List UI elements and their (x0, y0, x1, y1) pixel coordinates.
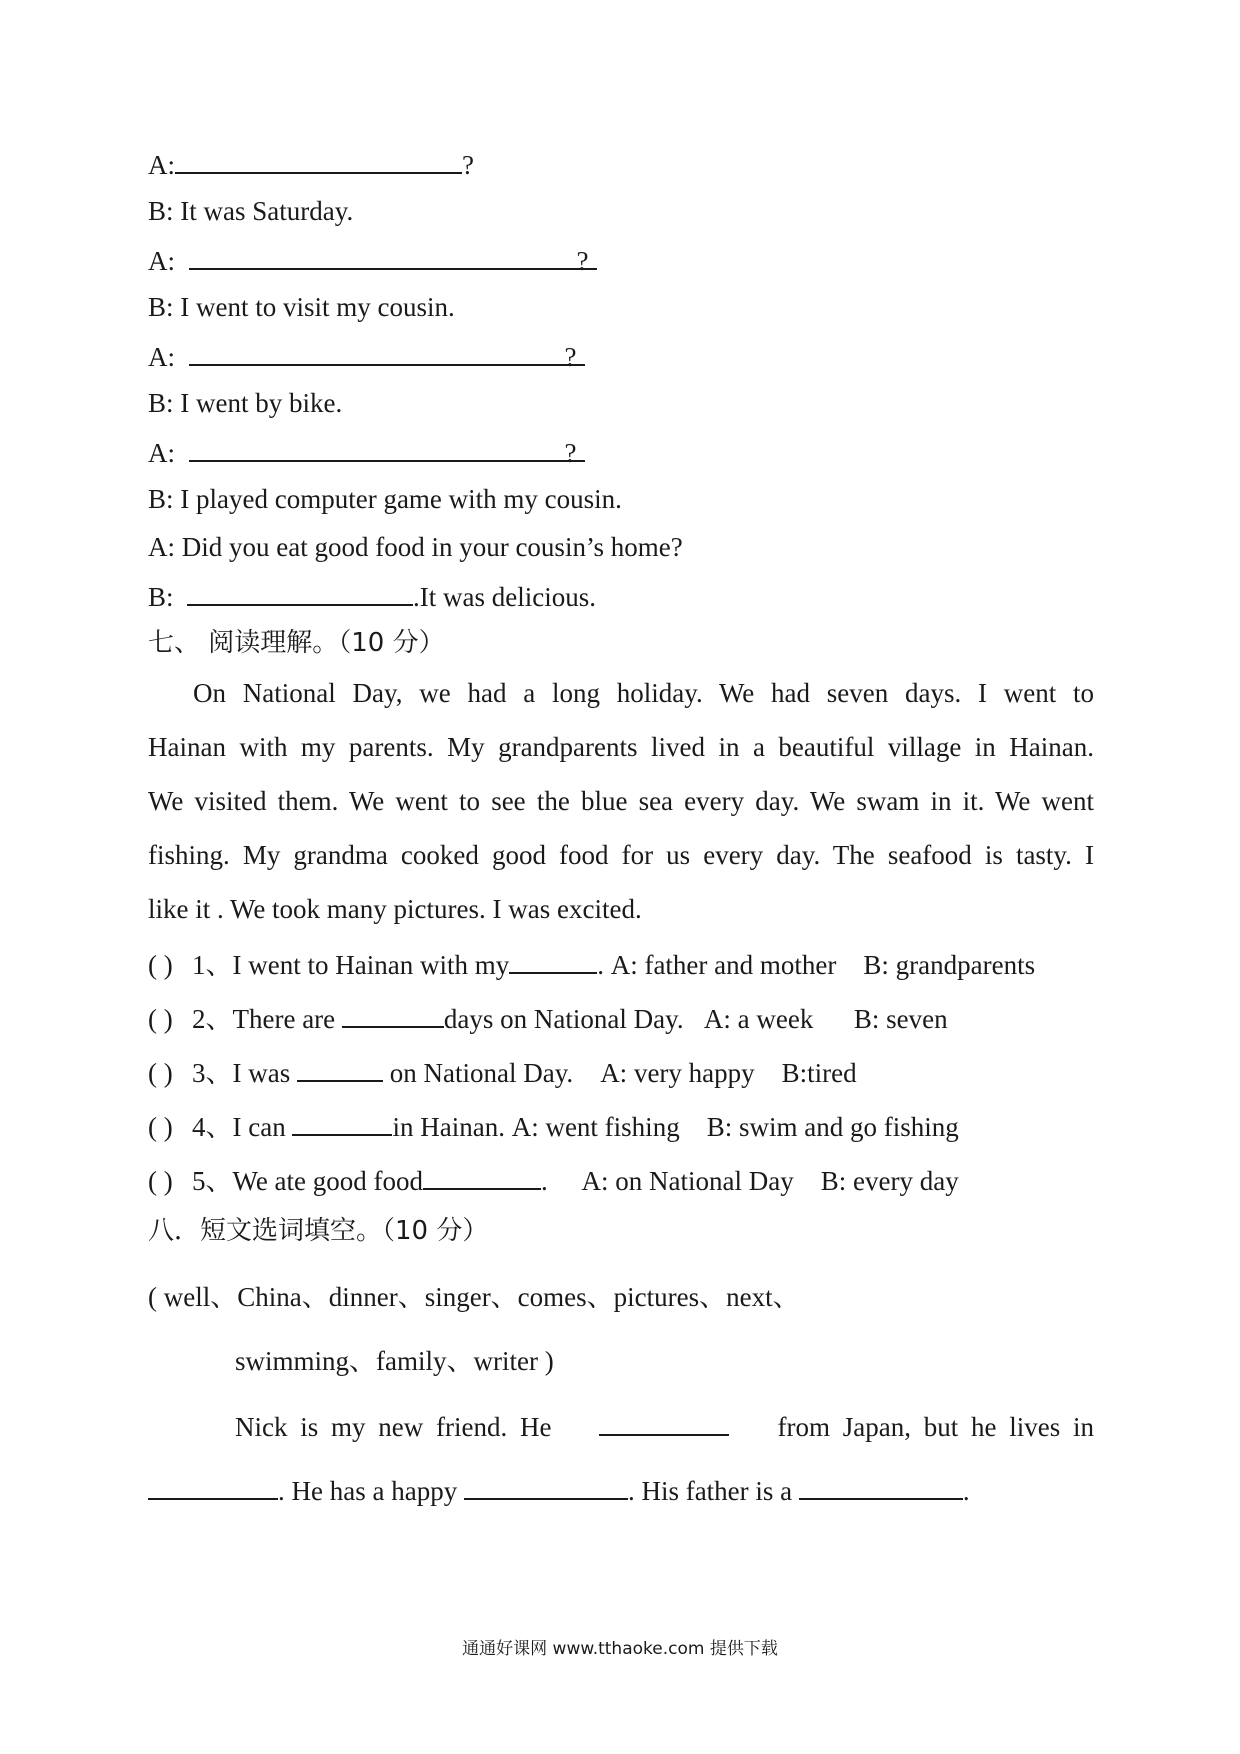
answer-parenthesis[interactable]: ( ) (148, 950, 173, 980)
answer-blank[interactable] (187, 578, 413, 606)
option-a: A: a week (703, 1004, 814, 1034)
dialogue-line-2: B: It was Saturday. (148, 196, 354, 226)
question-3: ( ) 3、I was on National Day. A: very happy B:tired (148, 1054, 857, 1090)
passage-line-2: Hainan with my parents. My grandparents lived in a beautiful village in Hainan. (148, 732, 1094, 762)
word-bank-line-1: ( well、China、dinner、singer、comes、pictures、next、 (148, 1282, 800, 1312)
question-4: ( ) 4、I can in Hainan. A: went fishing B: swim and go fishing (148, 1108, 959, 1144)
answer-blank[interactable] (189, 242, 597, 270)
question-1: ( ) 1、I went to Hainan with my . A: father and mother B: grandparents (148, 946, 1035, 982)
footer-source-text: 通通好课网 www.tthaoke.com 提供下载 (462, 1639, 778, 1659)
section-8-heading: 八．短文选词填空。（10 分） (148, 1216, 489, 1246)
option-a: A: went fishing (511, 1112, 680, 1142)
dialogue-line-9: A: Did you eat good food in your cousin’s home? (148, 532, 683, 562)
answer-blank[interactable] (799, 1472, 963, 1500)
option-b: B: seven (853, 1004, 948, 1034)
cloze-line-1: Nick is my new friend. He from Japan, but he lives in (235, 1408, 1094, 1444)
word-bank-line-2: swimming、family、writer ) (235, 1346, 554, 1376)
answer-parenthesis[interactable]: ( ) (148, 1004, 173, 1034)
option-a: A: on National Day (581, 1166, 794, 1196)
answer-parenthesis[interactable]: ( ) (148, 1058, 173, 1088)
dialogue-line-6: B: I went by bike. (148, 388, 343, 418)
option-b: B:tired (781, 1058, 857, 1088)
answer-blank[interactable] (423, 1162, 541, 1190)
dialogue-line-3: A: ? (148, 242, 588, 278)
dialogue-line-1: A: ? (148, 146, 474, 182)
question-5: ( ) 5、We ate good food . A: on National Day B: every day (148, 1162, 959, 1198)
answer-blank[interactable] (599, 1408, 729, 1436)
answer-blank[interactable] (292, 1108, 392, 1136)
dialogue-line-4: B: I went to visit my cousin. (148, 292, 455, 322)
passage-line-5: like it . We took many pictures. I was excited. (148, 894, 642, 924)
dialogue-line-8: B: I played computer game with my cousin. (148, 484, 622, 514)
option-b: B: grandparents (863, 950, 1036, 980)
answer-blank[interactable] (175, 146, 462, 174)
option-a: A: father and mother (610, 950, 837, 980)
passage-line-1: On National Day, we had a long holiday. We had seven days. I went to (193, 678, 1094, 708)
answer-blank[interactable] (189, 338, 585, 366)
passage-line-4: fishing. My grandma cooked good food for us every day. The seafood is tasty. I (148, 840, 1094, 870)
answer-blank[interactable] (189, 434, 585, 462)
answer-blank[interactable] (148, 1472, 278, 1500)
answer-blank[interactable] (464, 1472, 628, 1500)
dialogue-line-10: B: .It was delicious. (148, 578, 596, 614)
answer-blank[interactable] (342, 1000, 444, 1028)
speaker-a: A: (148, 150, 175, 180)
dialogue-line-5: A: ? (148, 338, 576, 374)
answer-parenthesis[interactable]: ( ) (148, 1166, 173, 1196)
option-b: B: every day (820, 1166, 959, 1196)
section-7-heading: 七、 阅读理解。（10 分） (148, 628, 445, 658)
question-2: ( ) 2、There are days on National Day. A: a week B: seven (148, 1000, 948, 1036)
option-b: B: swim and go fishing (706, 1112, 959, 1142)
cloze-line-2: . He has a happy . His father is a . (148, 1472, 970, 1508)
dialogue-line-7: A: ? (148, 434, 576, 470)
option-a: A: very happy (600, 1058, 755, 1088)
answer-blank[interactable] (297, 1054, 383, 1082)
passage-line-3: We visited them. We went to see the blue sea every day. We swam in it. We went (148, 786, 1094, 816)
answer-blank[interactable] (509, 946, 597, 974)
answer-parenthesis[interactable]: ( ) (148, 1112, 173, 1142)
